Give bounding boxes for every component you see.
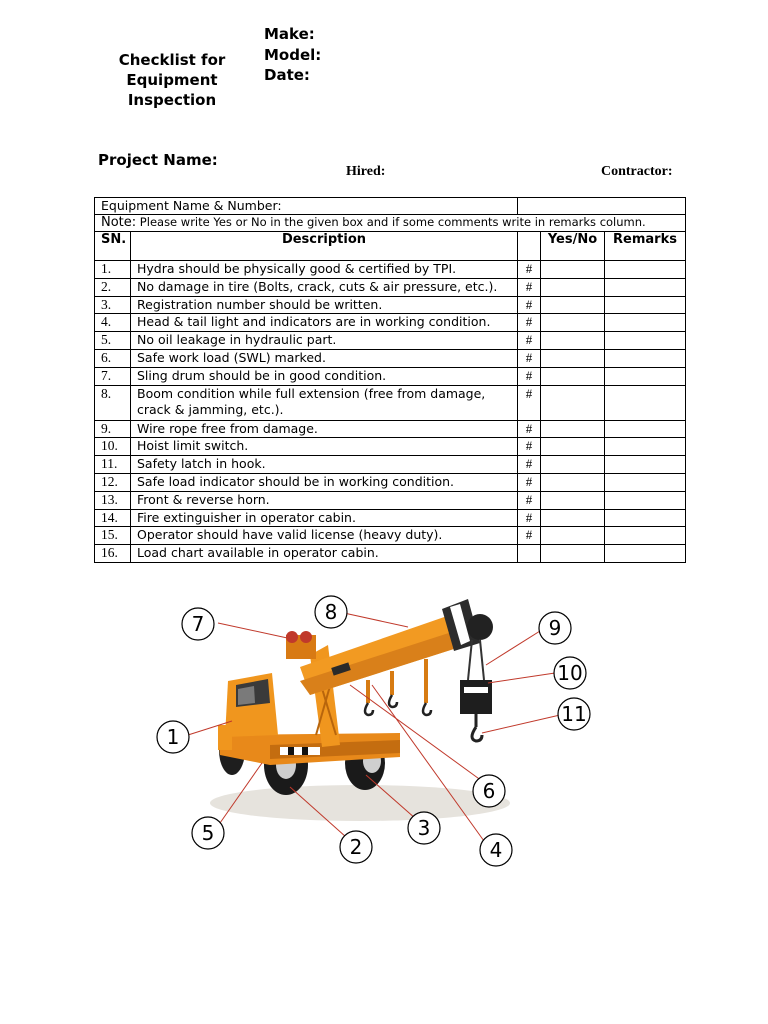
row-remarks-cell[interactable] (605, 491, 686, 509)
row-description: Load chart available in operator cabin. (131, 545, 518, 563)
row-mark: # (518, 420, 541, 438)
row-mark: # (518, 509, 541, 527)
row-yes-no-cell[interactable] (541, 367, 605, 385)
row-mark: # (518, 385, 541, 420)
row-mark: # (518, 296, 541, 314)
inspection-checklist-table (94, 197, 686, 563)
crane-body (218, 599, 493, 795)
note-row (95, 215, 686, 232)
row-sn: 14. (95, 509, 131, 527)
table-row (95, 491, 686, 509)
row-yes-no-cell[interactable] (541, 420, 605, 438)
row-remarks-cell[interactable] (605, 349, 686, 367)
table-row (95, 473, 686, 491)
svg-text:7: 7 (191, 612, 205, 636)
row-remarks-cell[interactable] (605, 367, 686, 385)
header-row (95, 232, 686, 261)
row-remarks-cell[interactable] (605, 545, 686, 563)
row-yes-no-cell[interactable] (541, 491, 605, 509)
row-yes-no-cell[interactable] (541, 278, 605, 296)
remarks-header: Remarks (605, 232, 686, 261)
table-row (95, 456, 686, 474)
row-yes-no-cell[interactable] (541, 473, 605, 491)
row-sn: 9. (95, 420, 131, 438)
sn-header: SN. (95, 232, 131, 261)
row-sn: 10. (95, 438, 131, 456)
table-row (95, 367, 686, 385)
table-row (95, 509, 686, 527)
row-mark: # (518, 527, 541, 545)
row-remarks-cell[interactable] (605, 261, 686, 279)
crane-diagram (150, 585, 610, 870)
row-yes-no-cell[interactable] (541, 509, 605, 527)
row-sn: 5. (95, 332, 131, 350)
svg-text:4: 4 (489, 838, 503, 862)
project-name-label: Project Name: (98, 151, 218, 169)
svg-text:3: 3 (417, 816, 431, 840)
callout-4 (480, 834, 512, 866)
row-description: Safe work load (SWL) marked. (131, 349, 518, 367)
row-sn: 13. (95, 491, 131, 509)
table-row (95, 261, 686, 279)
title-line-1: Checklist for (118, 51, 226, 69)
description-header: Description (131, 232, 518, 261)
row-description: Boom condition while full extension (free from damage, crack & jamming, etc.). (131, 385, 518, 420)
contractor-label: Contractor: (601, 164, 673, 179)
svg-text:9: 9 (548, 616, 562, 640)
row-description: Hoist limit switch. (131, 438, 518, 456)
row-description: Hydra should be physically good & certified by TPI. (131, 261, 518, 279)
row-description: No damage in tire (Bolts, crack, cuts & air pressure, etc.). (131, 278, 518, 296)
table-row (95, 545, 686, 563)
row-yes-no-cell[interactable] (541, 296, 605, 314)
svg-text:6: 6 (482, 779, 496, 803)
row-remarks-cell[interactable] (605, 332, 686, 350)
note-cell (95, 215, 686, 232)
row-remarks-cell[interactable] (605, 456, 686, 474)
row-sn: 16. (95, 545, 131, 563)
callout-7 (182, 608, 214, 640)
row-sn: 3. (95, 296, 131, 314)
row-yes-no-cell[interactable] (541, 527, 605, 545)
row-mark (518, 545, 541, 563)
callout-10 (554, 657, 586, 689)
row-remarks-cell[interactable] (605, 420, 686, 438)
table-row (95, 332, 686, 350)
row-description: Sling drum should be in good condition. (131, 367, 518, 385)
row-sn: 8. (95, 385, 131, 420)
svg-text:1: 1 (166, 725, 180, 749)
svg-text:11: 11 (561, 702, 587, 726)
row-yes-no-cell[interactable] (541, 314, 605, 332)
row-description: Operator should have valid license (heavy duty). (131, 527, 518, 545)
svg-text:10: 10 (557, 661, 583, 685)
hired-label: Hired: (346, 164, 386, 179)
callout-11 (558, 698, 590, 730)
row-sn: 1. (95, 261, 131, 279)
row-description: Safety latch in hook. (131, 456, 518, 474)
row-mark: # (518, 456, 541, 474)
callout-5 (192, 817, 224, 849)
callout-8 (315, 596, 347, 628)
row-remarks-cell[interactable] (605, 314, 686, 332)
callout-3 (408, 812, 440, 844)
equipment-label: Equipment Name & Number: (101, 198, 282, 213)
row-description: Head & tail light and indicators are in working condition. (131, 314, 518, 332)
row-yes-no-cell[interactable] (541, 332, 605, 350)
row-mark: # (518, 278, 541, 296)
table-row (95, 314, 686, 332)
make-label: Make: (264, 25, 315, 43)
row-mark: # (518, 367, 541, 385)
note-label: Note: (101, 215, 137, 230)
row-yes-no-cell[interactable] (541, 545, 605, 563)
svg-text:5: 5 (201, 821, 215, 845)
meta-block (264, 24, 321, 86)
equipment-value-cell[interactable] (518, 198, 686, 215)
row-sn: 2. (95, 278, 131, 296)
row-mark: # (518, 261, 541, 279)
row-mark: # (518, 491, 541, 509)
callout-2 (340, 831, 372, 863)
table-row (95, 385, 686, 420)
svg-text:8: 8 (324, 600, 338, 624)
checklist-rows (95, 261, 686, 563)
row-description: No oil leakage in hydraulic part. (131, 332, 518, 350)
row-mark: # (518, 332, 541, 350)
callout-9 (539, 612, 571, 644)
row-remarks-cell[interactable] (605, 385, 686, 420)
row-yes-no-cell[interactable] (541, 349, 605, 367)
row-sn: 6. (95, 349, 131, 367)
table-row (95, 349, 686, 367)
row-yes-no-cell[interactable] (541, 385, 605, 420)
row-remarks-cell[interactable] (605, 509, 686, 527)
equipment-label-cell (95, 198, 518, 215)
row-yes-no-cell[interactable] (541, 438, 605, 456)
title-line-3: Inspection (127, 91, 217, 109)
document-title (112, 50, 232, 110)
row-sn: 12. (95, 473, 131, 491)
row-mark: # (518, 349, 541, 367)
table-row (95, 420, 686, 438)
row-description: Fire extinguisher in operator cabin. (131, 509, 518, 527)
row-sn: 11. (95, 456, 131, 474)
ground-shadow (210, 785, 510, 821)
callout-1 (157, 721, 189, 753)
row-description: Wire rope free from damage. (131, 420, 518, 438)
row-description: Registration number should be written. (131, 296, 518, 314)
table-row (95, 527, 686, 545)
mark-header (518, 232, 541, 261)
table-row (95, 278, 686, 296)
date-label: Date: (264, 66, 310, 84)
row-mark: # (518, 438, 541, 456)
equipment-row (95, 198, 686, 215)
row-yes-no-cell[interactable] (541, 261, 605, 279)
row-remarks-cell[interactable] (605, 296, 686, 314)
svg-text:2: 2 (349, 835, 363, 859)
table-row (95, 438, 686, 456)
callout-6 (473, 775, 505, 807)
row-description: Front & reverse horn. (131, 491, 518, 509)
row-remarks-cell[interactable] (605, 278, 686, 296)
note-text: Please write Yes or No in the given box and if some comments write in remarks column. (136, 215, 646, 229)
row-remarks-cell[interactable] (605, 527, 686, 545)
row-yes-no-cell[interactable] (541, 456, 605, 474)
title-line-2: Equipment (126, 71, 218, 89)
model-label: Model: (264, 45, 322, 64)
row-sn: 15. (95, 527, 131, 545)
row-sn: 4. (95, 314, 131, 332)
yes-no-header: Yes/No (541, 232, 605, 261)
row-description: Safe load indicator should be in working condition. (131, 473, 518, 491)
row-remarks-cell[interactable] (605, 473, 686, 491)
table-row (95, 296, 686, 314)
row-sn: 7. (95, 367, 131, 385)
row-mark: # (518, 314, 541, 332)
row-remarks-cell[interactable] (605, 438, 686, 456)
row-mark: # (518, 473, 541, 491)
